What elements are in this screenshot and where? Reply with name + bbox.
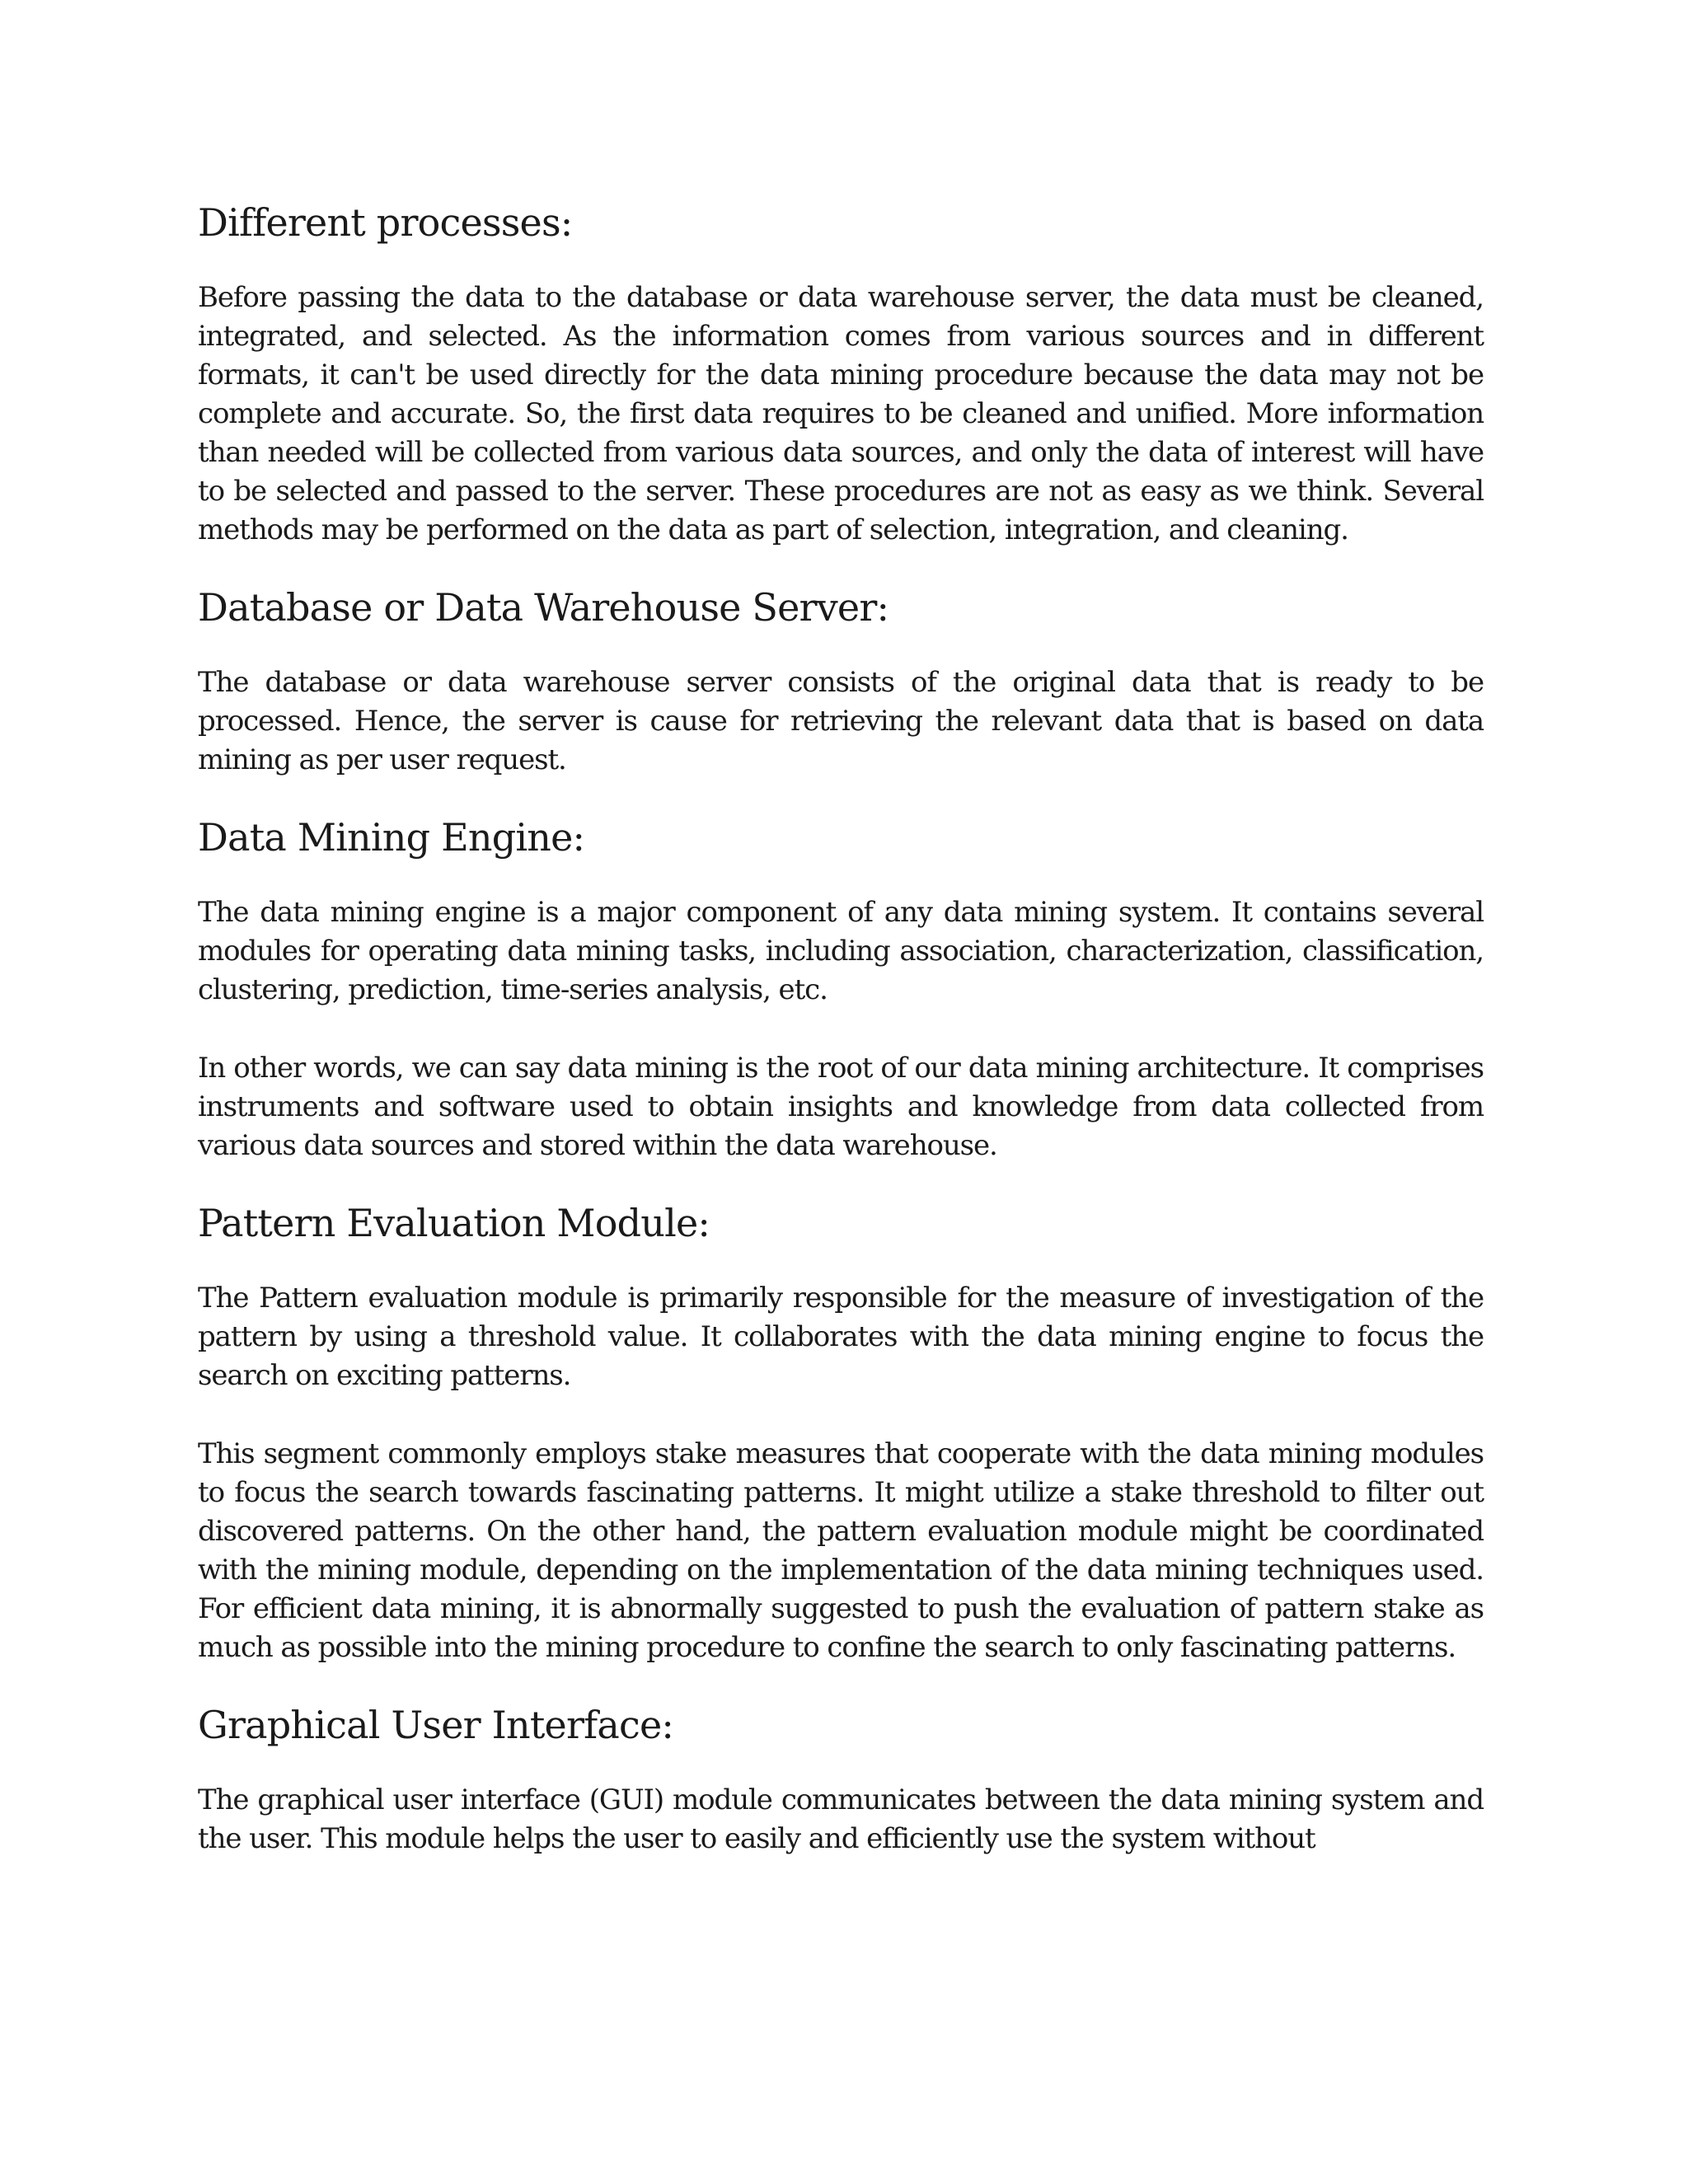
- paragraph-pattern-evaluation-2: This segment commonly employs stake measures that cooperate with the data mining modules to focus the search towards fascinating patterns. It might utilize a stake threshold to filter out discovered patterns. On the other hand, the pattern evaluation module might be coordinated with the mining module, depending on the implementation of the data mining techniques used. For efficient data mining, it is abnormally suggested to push the evaluation of pattern stake as much as possible into the mining procedure to confine the search to only fascinating patterns.: [198, 1437, 1484, 1664]
- paragraph-different-processes: Before passing the data to the database or data warehouse server, the data must be cleaned, integrated, and selected. As the information comes from various sources and in different formats, it can't be used directly for the data mining procedure because the data may not be complete and accurate. So, the first data requires to be cleaned and unified. More information than needed will be collected from various data sources, and only the data of interest will have to be selected and passed to the server. These procedures are not as easy as we think. Several methods may be performed on the data as part of selection, integration, and cleaning.: [198, 281, 1484, 546]
- heading-data-mining-engine: Data Mining Engine:: [198, 815, 585, 860]
- paragraph-gui: The graphical user interface (GUI) module communicates between the data mining system and the user. This module helps the user to easily and efficiently use the system without: [198, 1783, 1484, 1855]
- heading-database-server: Database or Data Warehouse Server:: [198, 585, 889, 630]
- paragraph-database-server: The database or data warehouse server consists of the original data that is ready to be processed. Hence, the server is cause for retrieving the relevant data that is based on data mining as per user request.: [198, 666, 1484, 776]
- heading-different-processes: Different processes:: [198, 200, 573, 245]
- heading-gui: Graphical User Interface:: [198, 1703, 674, 1747]
- paragraph-data-mining-engine-1: The data mining engine is a major component of any data mining system. It contains several modules for operating data mining tasks, including association, characterization, classification, clustering, prediction, time-series analysis, etc.: [198, 896, 1484, 1006]
- paragraph-pattern-evaluation-1: The Pattern evaluation module is primarily responsible for the measure of investigation of the pattern by using a threshold value. It collaborates with the data mining engine to focus the search on exciting patterns.: [198, 1282, 1484, 1392]
- document-body: [198, 198, 1484, 1858]
- paragraph-data-mining-engine-2: In other words, we can say data mining is the root of our data mining architecture. It comprises instruments and software used to obtain insights and knowledge from data collected from various data sources and stored within the data warehouse.: [198, 1052, 1484, 1162]
- heading-pattern-evaluation: Pattern Evaluation Module:: [198, 1201, 710, 1245]
